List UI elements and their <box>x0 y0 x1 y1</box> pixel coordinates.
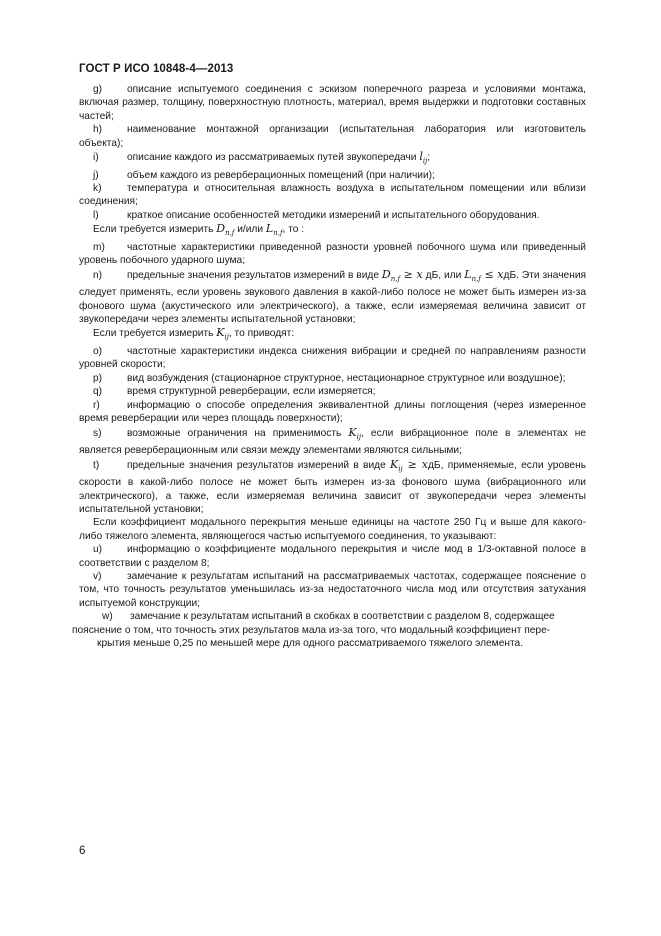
item-text: частотные характеристики приведенной разности уровней побочного шума или приведенный уровень побочного ударного шума; <box>79 241 586 267</box>
list-item-u <box>79 543 586 570</box>
item-label: i) <box>93 152 99 164</box>
item-w-line3: крытия меньше 0,25 по меньшей мере для одного рассматриваемого тяжелого элемента. <box>97 637 524 649</box>
item-text: температура и относительная влажность воздуха в испытательном помещении или вблизи соединения; <box>79 183 586 208</box>
math-kij-ge-x: $K_{ij} \ge x$ <box>390 457 428 473</box>
item-label: p) <box>93 372 103 384</box>
item-label: t) <box>93 459 100 471</box>
item-label: l) <box>93 209 99 221</box>
list-item-m <box>79 241 586 268</box>
item-label: w) <box>102 611 113 623</box>
item-w-line2: пояснение о том, что точность этих результатов мала из-за того, что модальный коэффициент пере- <box>72 624 551 636</box>
math-dnf: $D_{n,f}$ <box>216 222 235 238</box>
item-label: k) <box>93 183 102 195</box>
item-text: наименование монтажной организации (испытательная лаборатория или изготовитель объекта); <box>79 124 586 149</box>
math-dnf-ge-x: $D_{n,f} \ge x$ <box>381 267 423 283</box>
list-item-s: s) возможные ограничения на применимость $K_{ij}$, если вибрационное поле в элементах не является реверберационным или связи между элементами являются сильными; <box>79 425 586 457</box>
list-item-v <box>79 570 586 610</box>
list-item-w <box>72 610 586 650</box>
math-lnf: $L_{n,f}$ <box>265 222 283 238</box>
item-text: информацию о способе определения эквивалентной длины поглощения (через измеренное время реверберации или через площадь поверхности); <box>79 399 586 425</box>
item-text: описание испытуемого соединения с эскизом поперечного разреза и условиями монтажа, включая размер, толщину, поверхностную плотность, материал, время выдержки и подготовки составных частей; <box>79 84 586 122</box>
list-item-h <box>79 123 586 150</box>
list-item-r <box>79 399 586 426</box>
item-label: v) <box>93 570 102 582</box>
list-item-l <box>79 209 586 222</box>
item-label: h) <box>93 124 103 136</box>
item-label: n) <box>93 269 103 281</box>
math-kij: $K_{ij}$ <box>216 326 229 342</box>
item-label: q) <box>93 386 103 398</box>
list-item-i: i) описание каждого из рассматриваемых путей звукопередачи $l_{ij}$; <box>93 150 431 166</box>
item-text: описание каждого из рассматриваемых путей звукопередачи <box>127 152 420 164</box>
list-item-j <box>79 169 586 182</box>
math-lnf-le-x: $L_{n,f} \le x$ <box>464 267 504 283</box>
intro-d: Если требуется измерить $D_{n,f}$ и/или $L_{n,f}$, то : <box>93 222 305 238</box>
item-label: r) <box>93 399 100 411</box>
page-number: 6 <box>79 845 86 857</box>
item-text: частотные характеристики индекса снижения вибрации и средней по направлениям разности уровней скорости; <box>79 346 586 371</box>
item-label: g) <box>93 84 103 95</box>
math-kij: $K_{ij}$ <box>348 425 362 441</box>
item-text: замечание к результатам испытаний на рассматриваемых частотах, содержащее пояснение о том, что точность результатов уменьшилась из-за недостаточного числа мод или отсутствия затухания испытуемой конструкции; <box>79 570 586 609</box>
document-header: ГОСТ Р ИСО 10848-4—2013 <box>79 63 234 75</box>
item-text: вид возбуждения (стационарное структурное, нестационарное структурное или воздушное); <box>127 372 566 384</box>
list-item-g <box>79 83 586 123</box>
item-w-line1: w) замечание к результатам испытаний в скобках в соответствии с разделом 8, содержащее <box>102 611 555 623</box>
intro-modal: Если коэффициент модального перекрытия меньше единицы на частоте 250 Гц и выше для какого-либо тяжелого элемента, являющегося частью испытуемого соединения, то указывают: <box>79 517 586 542</box>
item-label: s) <box>93 427 102 439</box>
list-item-o <box>79 345 586 372</box>
item-text: краткое описание особенностей методики измерений и испытательного оборудования. <box>127 209 540 221</box>
item-label: m) <box>93 241 105 253</box>
item-label: u) <box>93 544 103 556</box>
list-item-q <box>79 385 586 398</box>
item-text: объем каждого из реверберационных помещений (при наличии); <box>127 169 435 181</box>
item-text: информацию о коэффициенте модального перекрытия и числе мод в 1/3-октавной полосе в соответствии с разделом 8; <box>79 544 586 569</box>
item-text: время структурной реверберации, если измеряется; <box>127 386 376 398</box>
item-label: o) <box>93 346 103 358</box>
list-item-t: t) предельные значения результатов измерений в виде $K_{ij}$ ≥ xдБ, применяемые, если уровень скорости в какой-либо полосе не может быть измерен из-за фонового шума (вибрационного или электрического), а также, если измеряемая величина зависит от звукопередачи через элементы испытательной установки; <box>79 457 587 515</box>
item-label: j) <box>93 169 99 181</box>
list-item-n: n) предельные значения результатов измерений в виде $D_{n,f} \ge x$ дБ, или $L_{n,f}$ ≤ xдБ. Эти значения следует применять, если уровень звукового давления в какой-либо полосе не может быть измерен из-за фонового шума (акустического или электрического), а также, если измеряемая величина зависит от звукопередачи через элементы испытательной установки; <box>79 267 587 326</box>
document-body <box>72 83 587 650</box>
list-item-p <box>79 372 586 385</box>
intro-k: Если требуется измерить $K_{ij}$, то приводят: <box>93 326 295 342</box>
list-item-k <box>79 182 586 209</box>
math-ij: $l_{ij}$ <box>419 150 428 166</box>
